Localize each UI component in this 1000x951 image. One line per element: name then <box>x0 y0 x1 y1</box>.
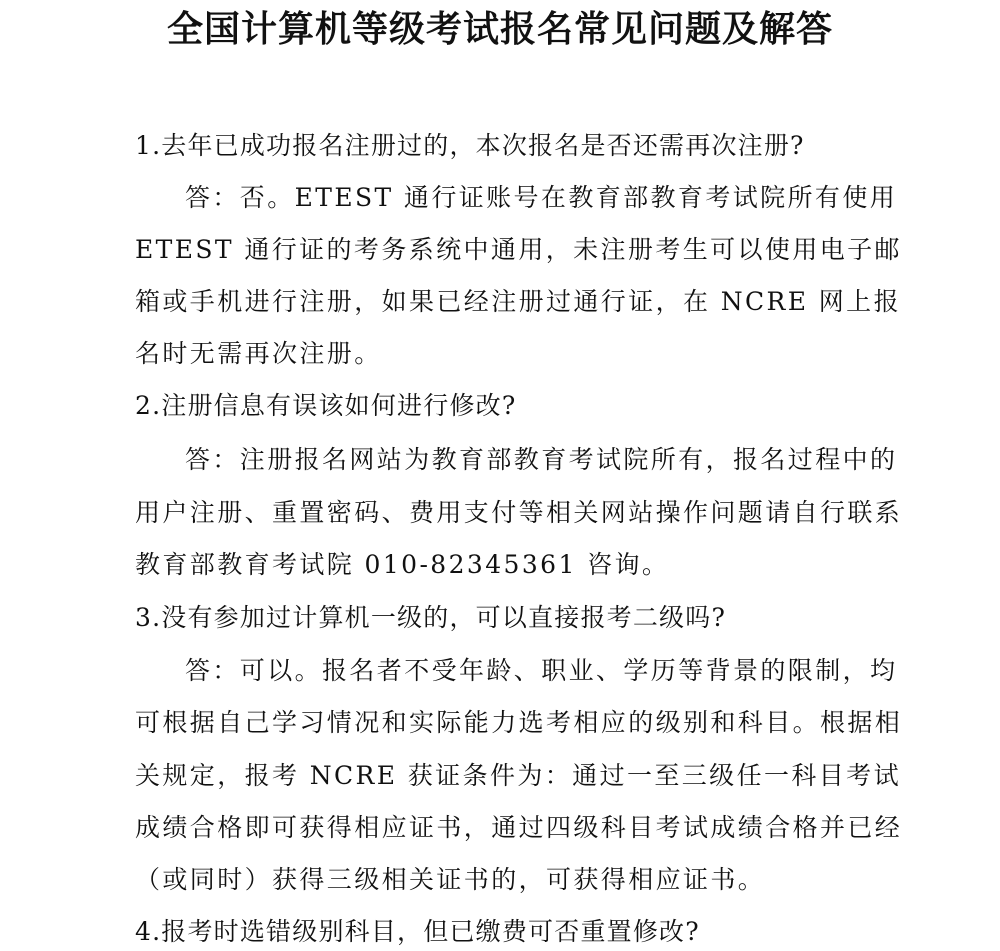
question-2: 2.注册信息有误该如何进行修改? <box>135 391 517 420</box>
answer-2-line-3: 教育部教育考试院 010-82345361 咨询。 <box>135 550 670 579</box>
answer-2-line-2: 用户注册、重置密码、费用支付等相关网站操作问题请自行联系 <box>135 498 903 527</box>
answer-3-line-4: 成绩合格即可获得相应证书，通过四级科目考试成绩合格并已经 <box>135 813 903 842</box>
answer-1-line-2: ETEST 通行证的考务系统中通用，未注册考生可以使用电子邮 <box>135 235 902 264</box>
answer-2-line-1: 答：注册报名网站为教育部教育考试院所有，报名过程中的 <box>185 445 898 474</box>
question-3: 3.没有参加过计算机一级的，可以直接报考二级吗? <box>135 603 727 632</box>
answer-3-line-2: 可根据自己学习情况和实际能力选考相应的级别和科目。根据相 <box>135 708 903 737</box>
answer-3-line-1: 答：可以。报名者不受年龄、职业、学历等背景的限制，均 <box>185 656 898 685</box>
question-1: 1.去年已成功报名注册过的，本次报名是否还需再次注册? <box>135 131 805 160</box>
question-4: 4.报考时选错级别科目，但已缴费可否重置修改? <box>135 917 700 946</box>
answer-1-line-1: 答：否。ETEST 通行证账号在教育部教育考试院所有使用 <box>185 183 898 212</box>
answer-3-line-5: （或同时）获得三级相关证书的，可获得相应证书。 <box>135 865 766 894</box>
answer-1-line-4: 名时无需再次注册。 <box>135 339 382 368</box>
answer-3-line-3: 关规定，报考 NCRE 获证条件为：通过一至三级任一科目考试 <box>135 761 901 790</box>
answer-1-line-3: 箱或手机进行注册，如果已经注册过通行证，在 NCRE 网上报 <box>135 287 901 316</box>
document-title: 全国计算机等级考试报名常见问题及解答 <box>166 8 833 50</box>
